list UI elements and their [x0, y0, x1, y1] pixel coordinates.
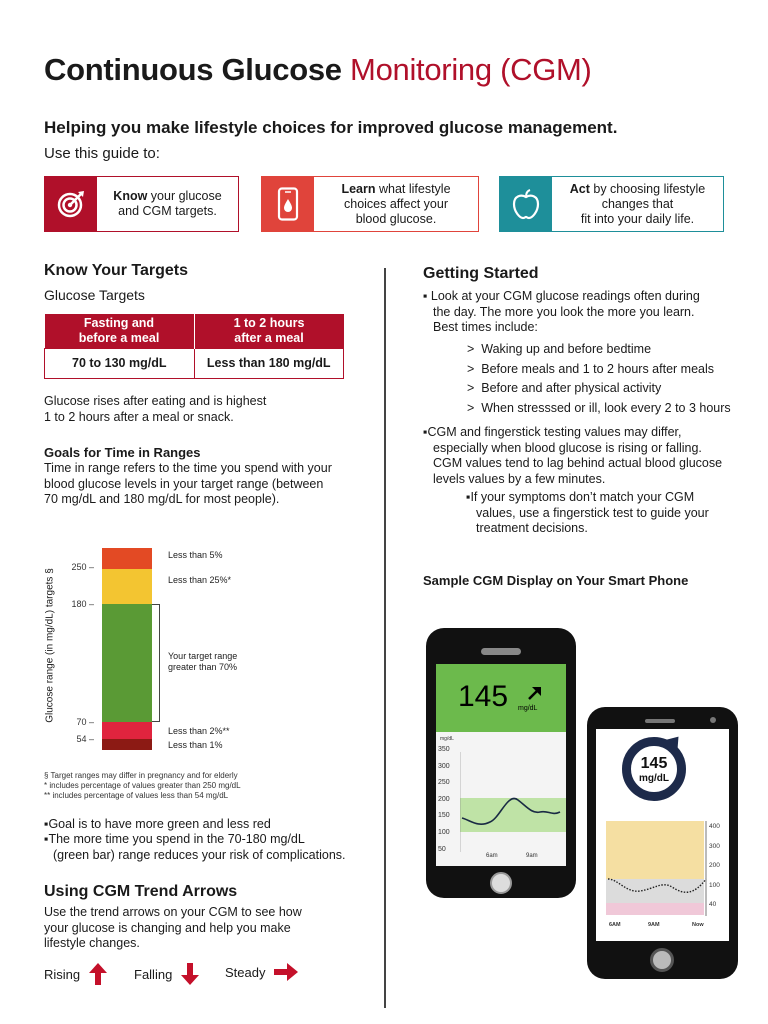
best-times-list — [467, 340, 731, 418]
phone-1-glucose-value: 145 — [458, 680, 509, 713]
target-range-bracket — [152, 604, 160, 722]
phone-1-y-ticks — [438, 742, 450, 858]
label-very-high: Less than 5% — [168, 550, 223, 560]
tick-180: 180 – — [71, 599, 94, 609]
getting-started-p2: ▪CGM and fingerstick testing values may differ, especially when blood glucose is rising or falling. CGM values tend to lag behind actual blood glucose levels values by a few minutes. — [423, 425, 723, 486]
phone-2-speaker — [645, 719, 675, 723]
trend-up-right-icon — [526, 684, 544, 702]
phone-1 — [426, 628, 576, 898]
range-axis-label: Glucose range (in mg/dL) targets § — [44, 568, 56, 723]
arrow-right-icon — [273, 962, 299, 982]
card-know-text: Know your glucose and CGM targets. — [113, 189, 222, 218]
footnote-3: ** includes percentage of values less than 54 mg/dL — [44, 791, 229, 800]
phone-1-y-tick: 250 — [438, 779, 450, 787]
glucose-targets-table — [44, 314, 344, 379]
table-header-fasting: Fasting and before a meal — [45, 314, 195, 348]
phone-1-x-tick-9am: 9am — [526, 853, 538, 859]
phone-1-x-tick-6am: 6am — [486, 853, 498, 859]
tick-70: 70 – — [76, 717, 94, 727]
steady-label: Steady — [225, 964, 266, 980]
card-know — [44, 176, 239, 232]
trend-steady — [225, 962, 299, 982]
tick-54: 54 – — [76, 734, 94, 744]
phone-1-y-tick: 350 — [438, 746, 450, 753]
phone-2-y-tick: 200 — [709, 862, 720, 869]
bar-low — [102, 722, 152, 739]
getting-started-heading: Getting Started — [423, 265, 539, 282]
apple-icon — [500, 177, 552, 231]
bar-high — [102, 569, 152, 604]
trend-rising — [44, 962, 108, 986]
trend-arrows-text: Use the trend arrows on your CGM to see how your glucose is changing and help you make lifestyle changes. — [44, 905, 302, 950]
phone-1-y-tick: 50 — [438, 845, 446, 853]
list-item: > When stresssed or ill, look every 2 to 3 hours — [467, 400, 731, 415]
table-header-after-meal: 1 to 2 hours after a meal — [194, 314, 344, 348]
phone-2-x-tick-6am: 6AM — [609, 922, 621, 928]
table-cell-fasting: 70 to 130 mg/dL — [45, 348, 195, 378]
card-act — [499, 176, 724, 232]
phone-1-unit: mg/dL — [518, 705, 538, 712]
card-learn — [261, 176, 479, 232]
goal-bullet-1: ▪Goal is to have more green and less red — [44, 817, 271, 831]
bar-very-low — [102, 739, 152, 750]
list-item: > Before and after physical activity — [467, 381, 662, 395]
phone-2-y-tick: 300 — [709, 842, 720, 850]
bar-target — [102, 604, 152, 722]
phone-1-axis-unit: mg/dL — [440, 736, 454, 742]
card-learn-text: Learn what lifestyle choices affect your blood glucose. — [341, 181, 451, 226]
table-cell-after-meal: Less than 180 mg/dL — [194, 348, 344, 378]
arrow-down-icon — [180, 962, 200, 986]
glucose-rise-note: Glucose rises after eating and is highest 1 to 2 hours after a meal or snack. — [44, 394, 267, 424]
know-targets-heading: Know Your Targets — [44, 262, 189, 279]
phone-2-x-tick-now: Now — [692, 922, 704, 928]
falling-label: Falling — [134, 966, 173, 982]
phone-2-screen — [596, 729, 729, 941]
phone-1-speaker — [481, 648, 521, 655]
guide-intro: Use this guide to: — [44, 145, 160, 162]
phone-1-y-tick: 150 — [438, 812, 450, 820]
phone-1-y-tick: 200 — [438, 795, 450, 803]
column-divider — [384, 268, 386, 1008]
label-low: Less than 2%** — [168, 726, 230, 736]
phone-1-chart — [436, 732, 566, 866]
phone-1-reading-panel — [436, 664, 566, 732]
trend-arrows-heading: Using CGM Trend Arrows — [44, 883, 238, 900]
phone-1-y-tick: 300 — [438, 762, 450, 770]
rising-label: Rising — [44, 966, 81, 982]
list-item: > Waking up and before bedtime — [467, 342, 652, 356]
phone-2-home-button — [650, 948, 674, 972]
label-very-low: Less than 1% — [168, 740, 223, 750]
time-in-range-text: Time in range refers to the time you spend with your blood glucose levels in your target range (between 70 mg/dL and 180 mg/dL for most people). — [44, 461, 332, 506]
time-in-range-heading: Goals for Time in Ranges — [44, 445, 201, 460]
phone-2 — [587, 707, 738, 979]
footnote-1: § Target ranges may differ in pregnancy and for elderly — [44, 771, 238, 780]
phone-2-y-tick: 100 — [709, 881, 720, 889]
phone-2-y-tick: 40 — [709, 901, 717, 908]
goal-bullet-2: ▪The more time you spend in the 70-180 mg/dL (green bar) range reduces your risk of complications. — [44, 832, 346, 862]
label-target: Your target range greater than 70% — [168, 651, 238, 672]
phone-1-screen — [436, 664, 566, 866]
phone-2-camera — [710, 717, 716, 723]
label-high: Less than 25%* — [168, 575, 232, 585]
glucose-targets-subheading: Glucose Targets — [44, 287, 145, 303]
arrow-up-icon — [88, 962, 108, 986]
footnote-2: * includes percentage of values greater than 250 mg/dL — [44, 781, 241, 790]
phone-drop-icon — [262, 177, 314, 231]
phone-1-trace — [460, 732, 566, 866]
card-act-text: Act by choosing lifestyle changes that fit into your daily life. — [569, 181, 706, 226]
phone-1-y-tick: 100 — [438, 828, 450, 836]
list-item: > Before meals and 1 to 2 hours after meals — [467, 361, 715, 376]
bar-very-high — [102, 548, 152, 569]
target-icon — [45, 177, 97, 231]
trend-falling — [134, 962, 200, 986]
table-row — [45, 348, 344, 378]
phone-2-unit: mg/dL — [639, 773, 669, 784]
page-subtitle: Helping you make lifestyle choices for improved glucose management. — [44, 118, 618, 137]
getting-started-p3: ▪If your symptoms don’t match your CGM values, use a fingerstick test to guide your treatment decisions. — [466, 490, 709, 535]
tick-250: 250 – — [71, 562, 94, 572]
phone-2-y-tick: 400 — [709, 823, 720, 830]
sample-display-heading: Sample CGM Display on Your Smart Phone — [423, 573, 689, 588]
page-title: Continuous Glucose Monitoring (CGM) — [44, 52, 592, 87]
phone-2-y-ticks — [709, 817, 720, 915]
table-header-row — [45, 314, 344, 348]
phone-2-glucose-value: 145 — [640, 755, 668, 772]
phone-1-home-button — [490, 872, 512, 894]
phone-2-x-tick-9am: 9AM — [648, 922, 660, 928]
getting-started-p1: ▪ Look at your CGM glucose readings often during the day. The more you look the more you learn. Best times include: — [423, 289, 700, 334]
